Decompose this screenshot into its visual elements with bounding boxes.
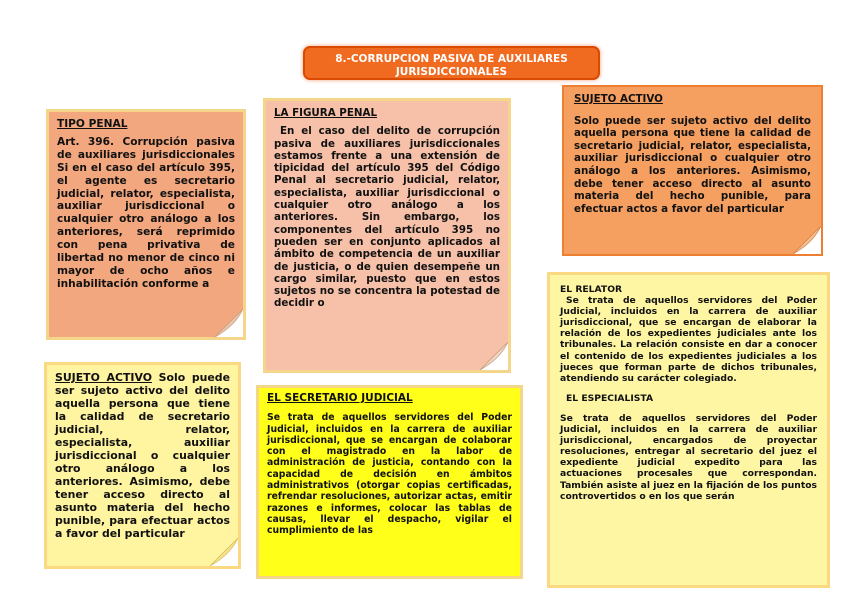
note-text: Se trata de aquellos servidores del Poder Judicial, incluidos en la carrera de auxiliar jurisdiccional, que se encargan de elaborar la relación de los expedientes judiciales ante los tribunales. La relación consiste en dar a conocer el contenido de los expedientes judiciales a los jueces que forman parte de dichos tribunales, atendiendo su carácter colegiado. — [560, 295, 817, 384]
note-secretario-judicial — [256, 385, 523, 579]
note-heading: SUJETO ACTIVO — [55, 371, 152, 384]
diagram-title: 8.-CORRUPCION PASIVA DE AUXILIARES JURISDICCIONALES — [303, 46, 600, 80]
note-text: Art. 396. Corrupción pasiva de auxiliares jurisdiccionales Si en el caso del artículo 395, el agente es secretario judicial, relator, especialista, auxiliar jurisdiccional o cualquier otro análogo a los anteriores, será reprimido con pena privativa de libertad no menor de cinco ni mayor de ocho años e inhabilitación conforme a — [57, 135, 235, 290]
note-text: Se trata de aquellos servidores del Poder Judicial, incluidos en la carrera de auxiliar jurisdiccional, que se encargan de colaborar con el magistrado en la labor de administración de justicia, contando con la capacidad de decisión en ámbitos administrativos (otorgar copias certificadas, refrendar resoluciones, autorizar actas, emitir razones e informes, colocar las tablas de causas, llevar el despacho, vigilar el cumplimiento de las — [267, 412, 512, 537]
note-heading: TIPO PENAL — [57, 118, 128, 130]
page-curl-icon — [210, 538, 238, 566]
note-sujeto-activo-left — [44, 362, 241, 569]
note-heading: EL SECRETARIO JUDICIAL — [267, 392, 413, 404]
note-text: Solo puede ser sujeto activo del delito aquella persona que tiene la calidad de secretario judicial, relator, especialista, auxiliar jurisdiccional o cualquier otro análogo a los anteriores. Asimismo, debe tener acceso directo al asunto materia del hecho punible, para efectuar actos a favor del particular — [574, 114, 811, 215]
note-sujeto-activo-right — [562, 85, 823, 256]
note-text: En el caso del delito de corrupción pasiva de auxiliares jurisdiccionales estamos frente a una extensión de tipicidad del artículo 395 del Código Penal al secretario judicial, relator, especialista, auxiliar jurisdiccional o cualquier otro análogo a los anteriores. Sin embargo, los componentes del artículo 395 no pueden ser en conjunto aplicados al ámbito de competencia de un auxiliar de justicia, o de quien desempeñe un cargo similar, puesto que en estos sujetos no se concentra la potestad de decidir o — [274, 125, 500, 310]
note-heading: LA FIGURA PENAL — [274, 107, 378, 119]
page-curl-icon — [215, 309, 243, 337]
note-tipo-penal — [46, 109, 246, 340]
note-subheading: EL ESPECIALISTA — [566, 392, 654, 404]
note-subtext: Se trata de aquellos servidores del Poder Judicial, incluidos en la carrera de auxiliar jurisdiccional, encargados de proyectar resoluciones, entregar al secretario del juez el expediente judicial expedito para las actuaciones procesales que correspondan. También asiste al juez en la fijación de los puntos controvertidos o en los que serán — [560, 412, 817, 502]
note-heading: EL RELATOR — [560, 284, 623, 295]
page-curl-icon — [793, 226, 821, 254]
note-figura-penal — [263, 98, 511, 373]
note-heading: SUJETO ACTIVO — [574, 93, 663, 105]
note-text: Solo puede ser sujeto activo del delito aquella persona que tiene la calidad de secretario judicial, relator, especialista, auxiliar jurisdiccional o cualquier otro análogo a los anteriores. Asimismo, debe tener acceso directo al asunto materia del hecho punible, para efectuar actos a favor del particular — [55, 371, 230, 540]
note-relator — [547, 272, 830, 588]
page-curl-icon — [480, 342, 508, 370]
